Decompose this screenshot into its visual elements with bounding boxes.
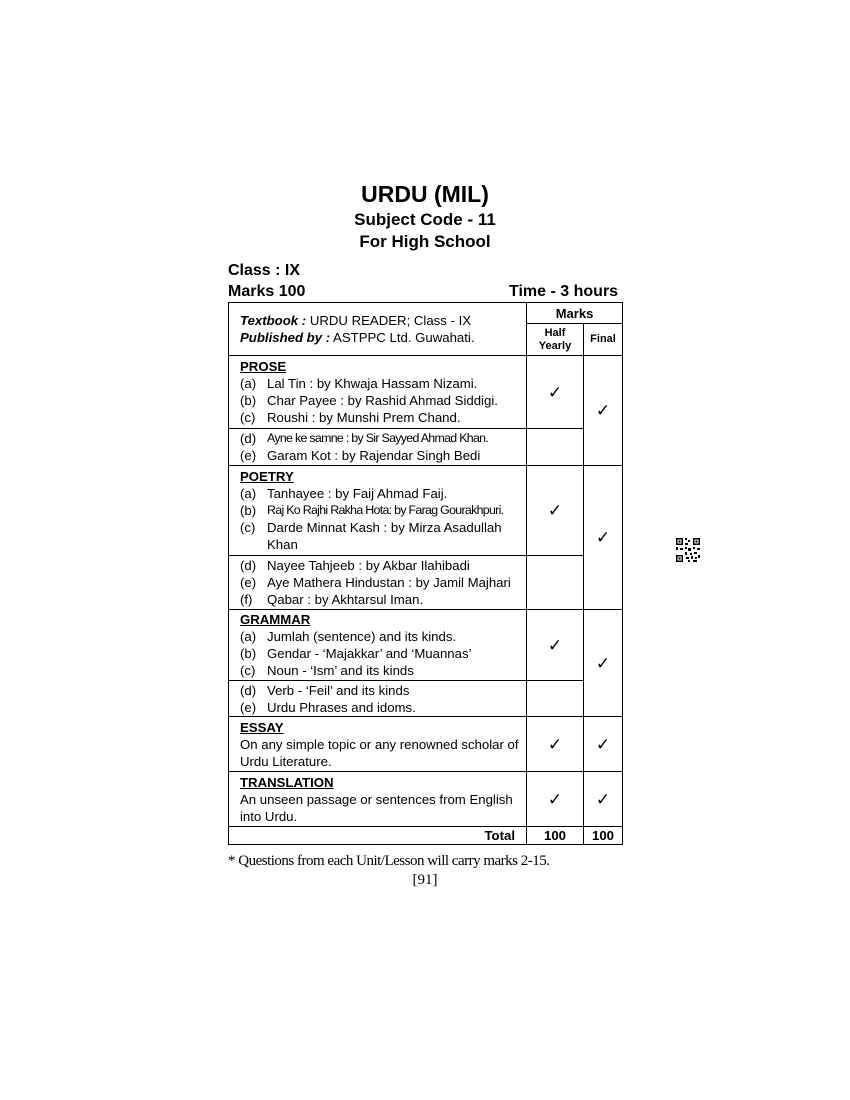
- list-item: (e) Urdu Phrases and idoms.: [240, 699, 416, 715]
- list-item: (b) Gendar - ‘Majakkar’ and ‘Muannas’: [240, 646, 472, 661]
- syllabus-table: [228, 302, 623, 845]
- grammar-cell-2: [229, 681, 527, 717]
- total-final: 100: [584, 827, 623, 845]
- translation-cell: [229, 772, 527, 827]
- essay-text: On any simple topic or any renowned scholar of Urdu Literature.: [240, 736, 519, 769]
- list-item: (c) Roushi : by Munshi Prem Chand.: [240, 410, 461, 425]
- translation-half-yearly-tick: ✓: [527, 772, 584, 827]
- essay-final-tick: ✓: [584, 717, 623, 772]
- table-header-row: [229, 303, 623, 324]
- school-level: For High School: [359, 232, 491, 251]
- half-yearly-header: Half Yearly: [527, 324, 584, 356]
- grammar-final-tick: ✓: [584, 610, 623, 717]
- translation-row: [229, 772, 623, 827]
- translation-final-tick: ✓: [584, 772, 623, 827]
- prose-row-2: [229, 429, 623, 466]
- total-row: [229, 827, 623, 845]
- prose-final-tick: ✓: [584, 356, 623, 466]
- list-item: (b) Char Payee : by Rashid Ahmad Siddigi.: [240, 393, 498, 408]
- prose-half-yearly-tick: ✓: [527, 356, 584, 429]
- footnote: * Questions from each Unit/Lesson will carry marks 2-15.: [228, 853, 550, 869]
- subject-title: URDU (MIL): [361, 181, 489, 207]
- grammar-half-yearly-empty: [527, 681, 584, 717]
- qr-code-icon: [675, 537, 701, 563]
- grammar-heading: GRAMMAR: [240, 612, 311, 627]
- list-item: (e) Aye Mathera Hindustan : by Jamil Majhari: [240, 575, 511, 590]
- subject-code: Subject Code - 11: [354, 210, 496, 229]
- poetry-half-yearly-empty: [527, 556, 584, 610]
- poetry-row-2: [229, 556, 623, 610]
- list-item: (f) Qabar : by Akhtarsul Iman.: [240, 592, 424, 607]
- list-item: (a) Jumlah (sentence) and its kinds.: [240, 629, 457, 644]
- list-item: (c) Noun - ‘Ism’ and its kinds: [240, 663, 414, 678]
- poetry-row-1: [229, 466, 623, 556]
- poetry-cell-1: [229, 466, 527, 556]
- list-item: (a) Lal Tin : by Khwaja Hassam Nizami.: [240, 376, 478, 391]
- textbook-cell: [229, 303, 527, 356]
- poetry-final-tick: ✓: [584, 466, 623, 610]
- grammar-half-yearly-tick: ✓: [527, 610, 584, 681]
- poetry-heading: POETRY: [240, 469, 294, 484]
- total-half-yearly: 100: [527, 827, 584, 845]
- list-item: (d) Nayee Tahjeeb : by Akbar Ilahibadi: [240, 558, 470, 573]
- class-label: Class : IX: [228, 262, 301, 279]
- textbook-line: Textbook : URDU READER; Class - IX: [240, 313, 472, 328]
- list-item: (b) Raj Ko Rajhi Rakha Hota: by Farag Gourakhpuri.: [240, 503, 504, 518]
- list-item: (d) Verb - ‘Feil’ and its kinds: [240, 682, 410, 698]
- page-number: [91]: [412, 872, 438, 888]
- marks-header: Marks: [527, 303, 623, 324]
- prose-half-yearly-empty: [527, 429, 584, 466]
- total-label: Total: [229, 827, 527, 845]
- prose-heading: PROSE: [240, 359, 287, 374]
- grammar-cell-1: [229, 610, 527, 681]
- translation-heading: TRANSLATION: [240, 774, 334, 790]
- list-item: (d) Ayne ke samne : by Sir Sayyed Ahmad Khan.: [240, 431, 489, 446]
- poetry-half-yearly-tick: ✓: [527, 466, 584, 556]
- essay-heading: ESSAY: [240, 719, 284, 735]
- poetry-cell-2: [229, 556, 527, 610]
- total-marks-label: Marks 100: [228, 283, 306, 300]
- time-label: Time - 3 hours: [509, 283, 619, 300]
- prose-cell-2: [229, 429, 527, 466]
- list-item: (c) Darde Minnat Kash : by Mirza Asadullah Khan: [240, 520, 502, 552]
- essay-row: [229, 717, 623, 772]
- final-header: Final: [584, 324, 623, 356]
- publisher-line: Published by : ASTPPC Ltd. Guwahati.: [240, 330, 475, 345]
- grammar-row-2: [229, 681, 623, 717]
- list-item: (a) Tanhayee : by Faij Ahmad Faij.: [240, 486, 448, 501]
- grammar-row-1: [229, 610, 623, 681]
- list-item: (e) Garam Kot : by Rajendar Singh Bedi: [240, 448, 481, 463]
- essay-half-yearly-tick: ✓: [527, 717, 584, 772]
- translation-text: An unseen passage or sentences from English into Urdu.: [240, 791, 513, 824]
- prose-row-1: [229, 356, 623, 429]
- prose-cell-1: [229, 356, 527, 429]
- essay-cell: [229, 717, 527, 772]
